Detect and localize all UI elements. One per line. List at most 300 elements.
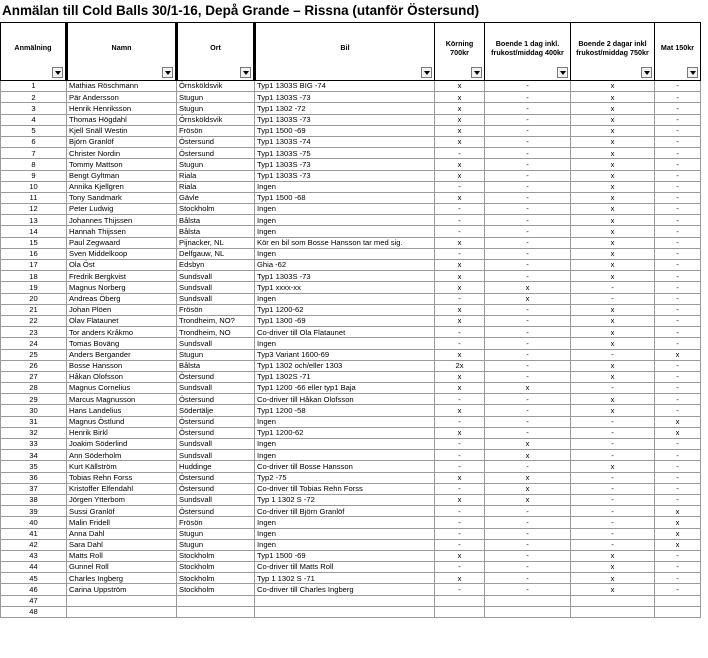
cell-namn[interactable]: Magnus Östlund bbox=[67, 416, 177, 427]
filter-dropdown-icon[interactable] bbox=[687, 67, 698, 78]
cell-empty[interactable] bbox=[67, 606, 177, 617]
cell-mat[interactable]: - bbox=[655, 92, 701, 103]
cell-namn[interactable]: Charles Ingberg bbox=[67, 573, 177, 584]
cell-korning[interactable]: - bbox=[435, 181, 485, 192]
cell-bil[interactable]: Typ1 1300 -69 bbox=[255, 315, 435, 326]
cell-bil[interactable]: Ingen bbox=[255, 293, 435, 304]
cell-anmalning[interactable]: 17 bbox=[1, 260, 67, 271]
cell-korning[interactable]: x bbox=[435, 170, 485, 181]
cell-korning[interactable]: x bbox=[435, 371, 485, 382]
cell-ort[interactable]: Östersund bbox=[177, 371, 255, 382]
cell-boende1[interactable]: x bbox=[485, 383, 571, 394]
cell-anmalning[interactable]: 18 bbox=[1, 271, 67, 282]
cell-korning[interactable]: - bbox=[435, 584, 485, 595]
filter-dropdown-icon[interactable] bbox=[52, 67, 63, 78]
cell-ort[interactable]: Stugun bbox=[177, 103, 255, 114]
cell-boende2[interactable]: x bbox=[571, 394, 655, 405]
cell-namn[interactable]: Olav Flataunet bbox=[67, 315, 177, 326]
cell-ort[interactable]: Östersund bbox=[177, 148, 255, 159]
cell-boende1[interactable]: - bbox=[485, 114, 571, 125]
cell-namn[interactable]: Henrik Henriksson bbox=[67, 103, 177, 114]
cell-boende2[interactable]: x bbox=[571, 215, 655, 226]
cell-boende1[interactable]: x bbox=[485, 293, 571, 304]
cell-ort[interactable]: Örnsköldsvik bbox=[177, 114, 255, 125]
cell-empty[interactable] bbox=[485, 606, 571, 617]
cell-boende2[interactable]: - bbox=[571, 383, 655, 394]
cell-anmalning[interactable]: 41 bbox=[1, 528, 67, 539]
cell-anmalning[interactable]: 23 bbox=[1, 327, 67, 338]
cell-korning[interactable]: - bbox=[435, 394, 485, 405]
cell-namn[interactable]: Ann Söderholm bbox=[67, 450, 177, 461]
cell-boende2[interactable]: - bbox=[571, 483, 655, 494]
cell-namn[interactable]: Fredrik Bergkvist bbox=[67, 271, 177, 282]
cell-anmalning[interactable]: 44 bbox=[1, 562, 67, 573]
cell-mat[interactable]: - bbox=[655, 136, 701, 147]
cell-namn[interactable]: Johannes Thijssen bbox=[67, 215, 177, 226]
cell-namn[interactable]: Bosse Hansson bbox=[67, 360, 177, 371]
cell-mat[interactable]: - bbox=[655, 260, 701, 271]
cell-mat[interactable]: - bbox=[655, 237, 701, 248]
cell-ort[interactable]: Sundsvall bbox=[177, 271, 255, 282]
cell-anmalning[interactable]: 13 bbox=[1, 215, 67, 226]
cell-boende2[interactable]: - bbox=[571, 293, 655, 304]
cell-ort[interactable]: Stockholm bbox=[177, 562, 255, 573]
cell-namn[interactable]: Tommy Mattson bbox=[67, 159, 177, 170]
cell-boende2[interactable]: x bbox=[571, 237, 655, 248]
cell-ort[interactable]: Östersund bbox=[177, 427, 255, 438]
cell-korning[interactable]: - bbox=[435, 506, 485, 517]
cell-anmalning[interactable]: 26 bbox=[1, 360, 67, 371]
cell-namn[interactable]: Ola Öst bbox=[67, 260, 177, 271]
cell-mat[interactable]: - bbox=[655, 327, 701, 338]
cell-anmalning[interactable]: 39 bbox=[1, 506, 67, 517]
cell-korning[interactable]: - bbox=[435, 327, 485, 338]
cell-boende1[interactable]: - bbox=[485, 215, 571, 226]
cell-namn[interactable]: Tony Sandmark bbox=[67, 192, 177, 203]
cell-boende2[interactable]: x bbox=[571, 114, 655, 125]
cell-boende1[interactable]: - bbox=[485, 461, 571, 472]
cell-ort[interactable]: Riala bbox=[177, 170, 255, 181]
cell-empty[interactable] bbox=[571, 606, 655, 617]
cell-korning[interactable]: x bbox=[435, 282, 485, 293]
cell-boende2[interactable]: x bbox=[571, 584, 655, 595]
cell-namn[interactable]: Malin Fridell bbox=[67, 517, 177, 528]
cell-mat[interactable]: - bbox=[655, 148, 701, 159]
cell-boende1[interactable]: - bbox=[485, 181, 571, 192]
cell-boende2[interactable]: - bbox=[571, 517, 655, 528]
cell-mat[interactable]: - bbox=[655, 450, 701, 461]
cell-anmalning[interactable]: 48 bbox=[1, 606, 67, 617]
cell-anmalning[interactable]: 4 bbox=[1, 114, 67, 125]
filter-dropdown-icon[interactable] bbox=[421, 67, 432, 78]
cell-bil[interactable]: Co-driver till Ola Flataunet bbox=[255, 327, 435, 338]
cell-anmalning[interactable]: 1 bbox=[1, 81, 67, 92]
cell-korning[interactable]: - bbox=[435, 461, 485, 472]
cell-mat[interactable]: - bbox=[655, 494, 701, 505]
cell-ort[interactable]: Huddinge bbox=[177, 461, 255, 472]
cell-bil[interactable]: Ingen bbox=[255, 416, 435, 427]
cell-ort[interactable]: Edsbyn bbox=[177, 260, 255, 271]
cell-bil[interactable]: Ingen bbox=[255, 539, 435, 550]
cell-ort[interactable]: Frösön bbox=[177, 125, 255, 136]
cell-boende2[interactable]: - bbox=[571, 472, 655, 483]
cell-mat[interactable]: x bbox=[655, 539, 701, 550]
cell-ort[interactable]: Östersund bbox=[177, 506, 255, 517]
cell-mat[interactable]: - bbox=[655, 338, 701, 349]
cell-namn[interactable]: Kurt Källström bbox=[67, 461, 177, 472]
cell-mat[interactable]: - bbox=[655, 439, 701, 450]
cell-boende2[interactable]: x bbox=[571, 371, 655, 382]
cell-ort[interactable]: Stugun bbox=[177, 349, 255, 360]
cell-bil[interactable]: Co-driver till Håkan Olofsson bbox=[255, 394, 435, 405]
cell-mat[interactable]: - bbox=[655, 282, 701, 293]
cell-korning[interactable]: - bbox=[435, 226, 485, 237]
cell-namn[interactable]: Tor anders Kråkmo bbox=[67, 327, 177, 338]
cell-boende2[interactable]: x bbox=[571, 271, 655, 282]
cell-empty[interactable] bbox=[655, 595, 701, 606]
cell-bil[interactable]: Ingen bbox=[255, 215, 435, 226]
cell-korning[interactable]: - bbox=[435, 215, 485, 226]
cell-boende1[interactable]: - bbox=[485, 405, 571, 416]
cell-boende2[interactable]: x bbox=[571, 461, 655, 472]
cell-bil[interactable]: Ingen bbox=[255, 439, 435, 450]
cell-boende1[interactable]: - bbox=[485, 371, 571, 382]
cell-namn[interactable]: Joakim Söderlind bbox=[67, 439, 177, 450]
cell-anmalning[interactable]: 31 bbox=[1, 416, 67, 427]
cell-empty[interactable] bbox=[655, 606, 701, 617]
cell-boende2[interactable]: - bbox=[571, 427, 655, 438]
cell-anmalning[interactable]: 33 bbox=[1, 439, 67, 450]
cell-mat[interactable]: - bbox=[655, 394, 701, 405]
cell-ort[interactable]: Sundsvall bbox=[177, 383, 255, 394]
cell-korning[interactable]: - bbox=[435, 204, 485, 215]
cell-korning[interactable]: x bbox=[435, 237, 485, 248]
cell-mat[interactable]: - bbox=[655, 226, 701, 237]
cell-empty[interactable] bbox=[435, 595, 485, 606]
cell-mat[interactable]: - bbox=[655, 483, 701, 494]
cell-boende1[interactable]: - bbox=[485, 573, 571, 584]
cell-mat[interactable]: x bbox=[655, 528, 701, 539]
cell-mat[interactable]: - bbox=[655, 215, 701, 226]
cell-boende1[interactable]: - bbox=[485, 528, 571, 539]
cell-bil[interactable]: Typ1 1303S -73 bbox=[255, 92, 435, 103]
cell-korning[interactable]: x bbox=[435, 383, 485, 394]
cell-boende1[interactable]: - bbox=[485, 562, 571, 573]
cell-boende2[interactable]: - bbox=[571, 506, 655, 517]
cell-anmalning[interactable]: 20 bbox=[1, 293, 67, 304]
cell-bil[interactable]: Typ1 1500 -69 bbox=[255, 550, 435, 561]
cell-empty[interactable] bbox=[255, 606, 435, 617]
cell-boende2[interactable]: x bbox=[571, 181, 655, 192]
cell-ort[interactable]: Östersund bbox=[177, 136, 255, 147]
cell-empty[interactable] bbox=[177, 595, 255, 606]
cell-mat[interactable]: x bbox=[655, 349, 701, 360]
cell-boende1[interactable]: - bbox=[485, 349, 571, 360]
cell-namn[interactable]: Carina Uppström bbox=[67, 584, 177, 595]
cell-empty[interactable] bbox=[177, 606, 255, 617]
cell-boende1[interactable]: x bbox=[485, 282, 571, 293]
cell-anmalning[interactable]: 27 bbox=[1, 371, 67, 382]
cell-namn[interactable]: Pär Andersson bbox=[67, 92, 177, 103]
cell-ort[interactable]: Stockholm bbox=[177, 584, 255, 595]
cell-namn[interactable]: Sara Dahl bbox=[67, 539, 177, 550]
cell-namn[interactable]: Henrik Birkl bbox=[67, 427, 177, 438]
cell-korning[interactable]: - bbox=[435, 539, 485, 550]
cell-namn[interactable]: Jörgen Ytterbom bbox=[67, 494, 177, 505]
cell-ort[interactable]: Sundsvall bbox=[177, 494, 255, 505]
cell-ort[interactable]: Stugun bbox=[177, 92, 255, 103]
cell-bil[interactable]: Ingen bbox=[255, 338, 435, 349]
cell-boende2[interactable]: x bbox=[571, 562, 655, 573]
cell-namn[interactable]: Gunnel Roll bbox=[67, 562, 177, 573]
cell-namn[interactable]: Anna Dahl bbox=[67, 528, 177, 539]
cell-anmalning[interactable]: 36 bbox=[1, 472, 67, 483]
filter-dropdown-icon[interactable] bbox=[641, 67, 652, 78]
cell-ort[interactable]: Trondheim, NO? bbox=[177, 315, 255, 326]
cell-ort[interactable]: Örnsköldsvik bbox=[177, 81, 255, 92]
cell-ort[interactable]: Sundsvall bbox=[177, 439, 255, 450]
cell-bil[interactable]: Typ1 xxxx-xx bbox=[255, 282, 435, 293]
cell-korning[interactable]: x bbox=[435, 125, 485, 136]
cell-boende2[interactable]: x bbox=[571, 226, 655, 237]
cell-anmalning[interactable]: 8 bbox=[1, 159, 67, 170]
cell-namn[interactable]: Anders Bergander bbox=[67, 349, 177, 360]
cell-namn[interactable]: Bengt Gyltman bbox=[67, 170, 177, 181]
cell-bil[interactable]: Typ1 1302 -72 bbox=[255, 103, 435, 114]
cell-anmalning[interactable]: 3 bbox=[1, 103, 67, 114]
cell-korning[interactable]: x bbox=[435, 427, 485, 438]
cell-boende2[interactable]: x bbox=[571, 204, 655, 215]
cell-anmalning[interactable]: 2 bbox=[1, 92, 67, 103]
cell-ort[interactable]: Stugun bbox=[177, 159, 255, 170]
cell-anmalning[interactable]: 29 bbox=[1, 394, 67, 405]
cell-mat[interactable]: - bbox=[655, 159, 701, 170]
cell-bil[interactable]: Typ1 1200 -66 eller typ1 Baja bbox=[255, 383, 435, 394]
cell-boende2[interactable]: x bbox=[571, 136, 655, 147]
cell-namn[interactable]: Peter Ludwig bbox=[67, 204, 177, 215]
cell-boende2[interactable]: x bbox=[571, 81, 655, 92]
cell-empty[interactable] bbox=[485, 595, 571, 606]
cell-boende2[interactable]: x bbox=[571, 315, 655, 326]
cell-boende1[interactable]: - bbox=[485, 237, 571, 248]
cell-boende1[interactable]: - bbox=[485, 136, 571, 147]
cell-namn[interactable]: Marcus Magnusson bbox=[67, 394, 177, 405]
cell-bil[interactable]: Typ1 1200-62 bbox=[255, 304, 435, 315]
cell-mat[interactable]: - bbox=[655, 562, 701, 573]
cell-korning[interactable]: 2x bbox=[435, 360, 485, 371]
cell-mat[interactable]: x bbox=[655, 517, 701, 528]
cell-empty[interactable] bbox=[67, 595, 177, 606]
cell-namn[interactable]: Christer Nordin bbox=[67, 148, 177, 159]
cell-boende2[interactable]: - bbox=[571, 439, 655, 450]
cell-anmalning[interactable]: 14 bbox=[1, 226, 67, 237]
cell-ort[interactable]: Trondheim, NO bbox=[177, 327, 255, 338]
cell-anmalning[interactable]: 15 bbox=[1, 237, 67, 248]
cell-namn[interactable]: Sussi Granlöf bbox=[67, 506, 177, 517]
cell-mat[interactable]: - bbox=[655, 125, 701, 136]
cell-namn[interactable]: Annika Kjellgren bbox=[67, 181, 177, 192]
cell-mat[interactable]: - bbox=[655, 170, 701, 181]
cell-ort[interactable]: Stockholm bbox=[177, 573, 255, 584]
cell-anmalning[interactable]: 16 bbox=[1, 248, 67, 259]
cell-mat[interactable]: - bbox=[655, 584, 701, 595]
cell-boende1[interactable]: - bbox=[485, 427, 571, 438]
cell-ort[interactable]: Delfgauw, NL bbox=[177, 248, 255, 259]
cell-ort[interactable]: Frösön bbox=[177, 517, 255, 528]
cell-namn[interactable]: Andreas Öberg bbox=[67, 293, 177, 304]
cell-boende1[interactable]: - bbox=[485, 360, 571, 371]
cell-namn[interactable]: Kjell Snäll Westin bbox=[67, 125, 177, 136]
cell-mat[interactable]: - bbox=[655, 304, 701, 315]
cell-boende1[interactable]: - bbox=[485, 92, 571, 103]
cell-boende2[interactable]: x bbox=[571, 103, 655, 114]
cell-mat[interactable]: - bbox=[655, 405, 701, 416]
cell-bil[interactable]: Typ1 1500 -68 bbox=[255, 192, 435, 203]
cell-boende2[interactable]: - bbox=[571, 539, 655, 550]
cell-boende2[interactable]: x bbox=[571, 125, 655, 136]
cell-boende2[interactable]: - bbox=[571, 349, 655, 360]
cell-korning[interactable]: x bbox=[435, 136, 485, 147]
cell-namn[interactable]: Hannah Thijssen bbox=[67, 226, 177, 237]
cell-mat[interactable]: - bbox=[655, 360, 701, 371]
cell-anmalning[interactable]: 40 bbox=[1, 517, 67, 528]
cell-anmalning[interactable]: 32 bbox=[1, 427, 67, 438]
cell-korning[interactable]: x bbox=[435, 159, 485, 170]
cell-boende1[interactable]: x bbox=[485, 472, 571, 483]
cell-bil[interactable]: Co-driver till Matts Roll bbox=[255, 562, 435, 573]
cell-ort[interactable]: Bålsta bbox=[177, 360, 255, 371]
cell-anmalning[interactable]: 7 bbox=[1, 148, 67, 159]
filter-dropdown-icon[interactable] bbox=[557, 67, 568, 78]
cell-anmalning[interactable]: 25 bbox=[1, 349, 67, 360]
cell-bil[interactable]: Typ 1 1302 S -71 bbox=[255, 573, 435, 584]
cell-namn[interactable]: Björn Granlöf bbox=[67, 136, 177, 147]
cell-bil[interactable]: Ingen bbox=[255, 248, 435, 259]
cell-korning[interactable]: x bbox=[435, 349, 485, 360]
cell-anmalning[interactable]: 38 bbox=[1, 494, 67, 505]
cell-mat[interactable]: - bbox=[655, 472, 701, 483]
cell-mat[interactable]: - bbox=[655, 371, 701, 382]
cell-namn[interactable]: Mathias Röschmann bbox=[67, 81, 177, 92]
cell-ort[interactable]: Östersund bbox=[177, 416, 255, 427]
cell-ort[interactable]: Stugun bbox=[177, 539, 255, 550]
cell-anmalning[interactable]: 19 bbox=[1, 282, 67, 293]
cell-mat[interactable]: - bbox=[655, 192, 701, 203]
cell-ort[interactable]: Östersund bbox=[177, 394, 255, 405]
cell-boende2[interactable]: x bbox=[571, 159, 655, 170]
cell-boende1[interactable]: - bbox=[485, 248, 571, 259]
cell-korning[interactable]: x bbox=[435, 405, 485, 416]
cell-korning[interactable]: - bbox=[435, 338, 485, 349]
cell-mat[interactable]: - bbox=[655, 383, 701, 394]
cell-namn[interactable]: Thomas Högdahl bbox=[67, 114, 177, 125]
cell-anmalning[interactable]: 47 bbox=[1, 595, 67, 606]
cell-namn[interactable]: Johan Plöen bbox=[67, 304, 177, 315]
cell-ort[interactable]: Sundsvall bbox=[177, 293, 255, 304]
cell-ort[interactable]: Stugun bbox=[177, 528, 255, 539]
cell-anmalning[interactable]: 35 bbox=[1, 461, 67, 472]
cell-anmalning[interactable]: 43 bbox=[1, 550, 67, 561]
filter-dropdown-icon[interactable] bbox=[471, 67, 482, 78]
cell-boende2[interactable]: x bbox=[571, 192, 655, 203]
cell-korning[interactable]: x bbox=[435, 81, 485, 92]
cell-ort[interactable]: Östersund bbox=[177, 472, 255, 483]
cell-anmalning[interactable]: 37 bbox=[1, 483, 67, 494]
cell-anmalning[interactable]: 45 bbox=[1, 573, 67, 584]
cell-bil[interactable]: Typ1 1303S -74 bbox=[255, 136, 435, 147]
cell-boende2[interactable]: x bbox=[571, 170, 655, 181]
cell-korning[interactable]: x bbox=[435, 550, 485, 561]
cell-korning[interactable]: x bbox=[435, 573, 485, 584]
cell-bil[interactable]: Typ1 1303S -73 bbox=[255, 114, 435, 125]
cell-korning[interactable]: - bbox=[435, 293, 485, 304]
cell-boende1[interactable]: - bbox=[485, 550, 571, 561]
cell-anmalning[interactable]: 28 bbox=[1, 383, 67, 394]
cell-namn[interactable]: Magnus Norberg bbox=[67, 282, 177, 293]
cell-anmalning[interactable]: 22 bbox=[1, 315, 67, 326]
cell-bil[interactable]: Typ1 1303S BIG -74 bbox=[255, 81, 435, 92]
cell-namn[interactable]: Magnus Cornelius bbox=[67, 383, 177, 394]
cell-boende2[interactable]: x bbox=[571, 260, 655, 271]
cell-boende1[interactable]: x bbox=[485, 483, 571, 494]
cell-korning[interactable]: - bbox=[435, 248, 485, 259]
cell-boende2[interactable]: x bbox=[571, 304, 655, 315]
cell-namn[interactable]: Håkan Olofsson bbox=[67, 371, 177, 382]
cell-korning[interactable]: x bbox=[435, 472, 485, 483]
cell-ort[interactable]: Bålsta bbox=[177, 226, 255, 237]
cell-empty[interactable] bbox=[435, 606, 485, 617]
cell-boende1[interactable]: x bbox=[485, 494, 571, 505]
filter-dropdown-icon[interactable] bbox=[240, 67, 251, 78]
cell-boende2[interactable]: x bbox=[571, 550, 655, 561]
cell-anmalning[interactable]: 6 bbox=[1, 136, 67, 147]
cell-korning[interactable]: - bbox=[435, 416, 485, 427]
cell-namn[interactable]: Kristoffer Elfendahl bbox=[67, 483, 177, 494]
cell-mat[interactable]: - bbox=[655, 248, 701, 259]
cell-mat[interactable]: - bbox=[655, 271, 701, 282]
cell-boende1[interactable]: - bbox=[485, 304, 571, 315]
cell-empty[interactable] bbox=[255, 595, 435, 606]
cell-ort[interactable]: Frösön bbox=[177, 304, 255, 315]
cell-boende1[interactable]: - bbox=[485, 584, 571, 595]
cell-bil[interactable]: Co-driver till Björn Granlöf bbox=[255, 506, 435, 517]
cell-boende1[interactable]: - bbox=[485, 260, 571, 271]
cell-bil[interactable]: Ingen bbox=[255, 181, 435, 192]
cell-boende2[interactable]: - bbox=[571, 282, 655, 293]
cell-bil[interactable]: Typ1 1303S -73 bbox=[255, 170, 435, 181]
cell-bil[interactable]: Ghia -62 bbox=[255, 260, 435, 271]
cell-anmalning[interactable]: 10 bbox=[1, 181, 67, 192]
cell-korning[interactable]: x bbox=[435, 92, 485, 103]
cell-ort[interactable]: Pijnacker, NL bbox=[177, 237, 255, 248]
cell-mat[interactable]: - bbox=[655, 204, 701, 215]
cell-bil[interactable]: Typ1 1303S -73 bbox=[255, 159, 435, 170]
cell-boende2[interactable]: - bbox=[571, 494, 655, 505]
cell-boende2[interactable]: - bbox=[571, 450, 655, 461]
cell-mat[interactable]: - bbox=[655, 103, 701, 114]
cell-namn[interactable]: Tomas Boväng bbox=[67, 338, 177, 349]
cell-bil[interactable]: Typ1 1302S -71 bbox=[255, 371, 435, 382]
cell-bil[interactable]: Typ3 Variant 1600-69 bbox=[255, 349, 435, 360]
cell-mat[interactable]: - bbox=[655, 181, 701, 192]
cell-boende2[interactable]: x bbox=[571, 338, 655, 349]
cell-ort[interactable]: Östersund bbox=[177, 483, 255, 494]
cell-namn[interactable]: Tobias Rehn Forss bbox=[67, 472, 177, 483]
cell-boende1[interactable]: x bbox=[485, 439, 571, 450]
cell-korning[interactable]: x bbox=[435, 114, 485, 125]
cell-namn[interactable]: Matts Roll bbox=[67, 550, 177, 561]
cell-mat[interactable]: - bbox=[655, 315, 701, 326]
